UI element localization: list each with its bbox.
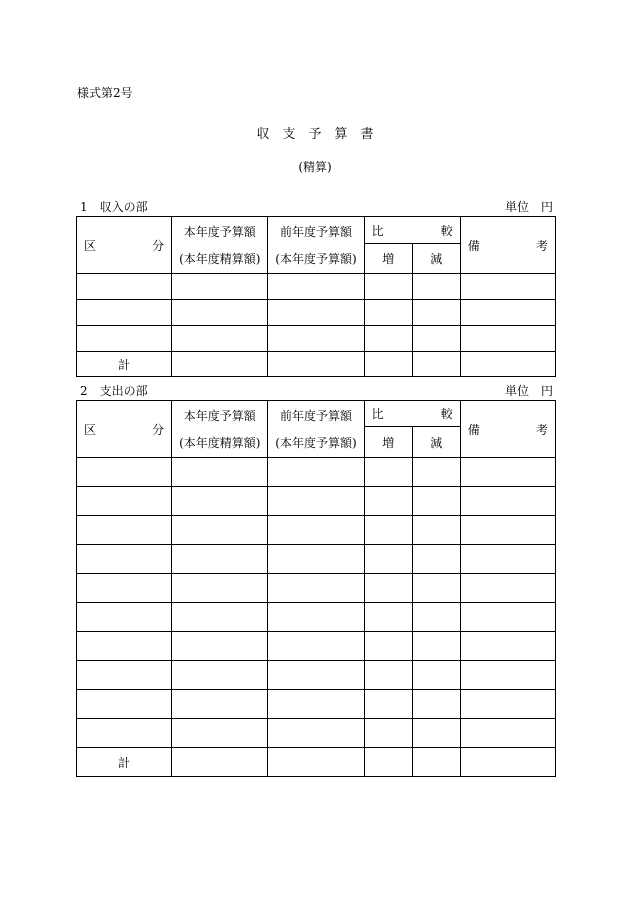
table-row — [77, 632, 556, 661]
header-compare: 比 較 — [364, 217, 460, 244]
table-row — [77, 274, 556, 300]
header-compare: 比 較 — [364, 401, 460, 427]
total-row — [77, 748, 556, 777]
table-row — [77, 516, 556, 545]
header-kubun: 区 分 — [77, 401, 172, 458]
table-row — [77, 487, 556, 516]
header-prev-year: 前年度予算額 (本年度予算額) — [268, 217, 364, 274]
table-row — [77, 545, 556, 574]
table-row — [77, 661, 556, 690]
header-prev-year: 前年度予算額 (本年度予算額) — [268, 401, 364, 458]
table-row — [77, 690, 556, 719]
header-kubun: 区 分 — [77, 217, 172, 274]
table-row — [77, 300, 556, 326]
income-table — [76, 216, 556, 377]
header-decrease: 減 — [412, 427, 460, 458]
expense-table — [76, 400, 556, 777]
header-this-year: 本年度予算額 (本年度精算額) — [172, 217, 268, 274]
income-unit: 単位 円 — [505, 200, 554, 214]
table-row — [77, 326, 556, 352]
header-this-year: 本年度予算額 (本年度精算額) — [172, 401, 268, 458]
form-number: 様式第2号 — [77, 86, 133, 100]
total-row — [77, 352, 556, 377]
table-row — [77, 603, 556, 632]
header-remarks: 備 考 — [460, 401, 555, 458]
income-heading: 1 収入の部 — [80, 200, 148, 214]
document-subtitle: (精算) — [298, 160, 332, 174]
header-increase: 増 — [364, 244, 412, 274]
header-increase: 増 — [364, 427, 412, 458]
header-decrease: 減 — [412, 244, 460, 274]
expense-heading: 2 支出の部 — [80, 384, 148, 398]
table-row — [77, 719, 556, 748]
document-title: 収 支 予 算 書 — [256, 127, 374, 142]
table-row — [77, 458, 556, 487]
expense-unit: 単位 円 — [505, 384, 554, 398]
total-label: 計 — [77, 748, 172, 777]
total-label: 計 — [77, 352, 172, 377]
header-remarks: 備 考 — [460, 217, 555, 274]
table-row — [77, 574, 556, 603]
